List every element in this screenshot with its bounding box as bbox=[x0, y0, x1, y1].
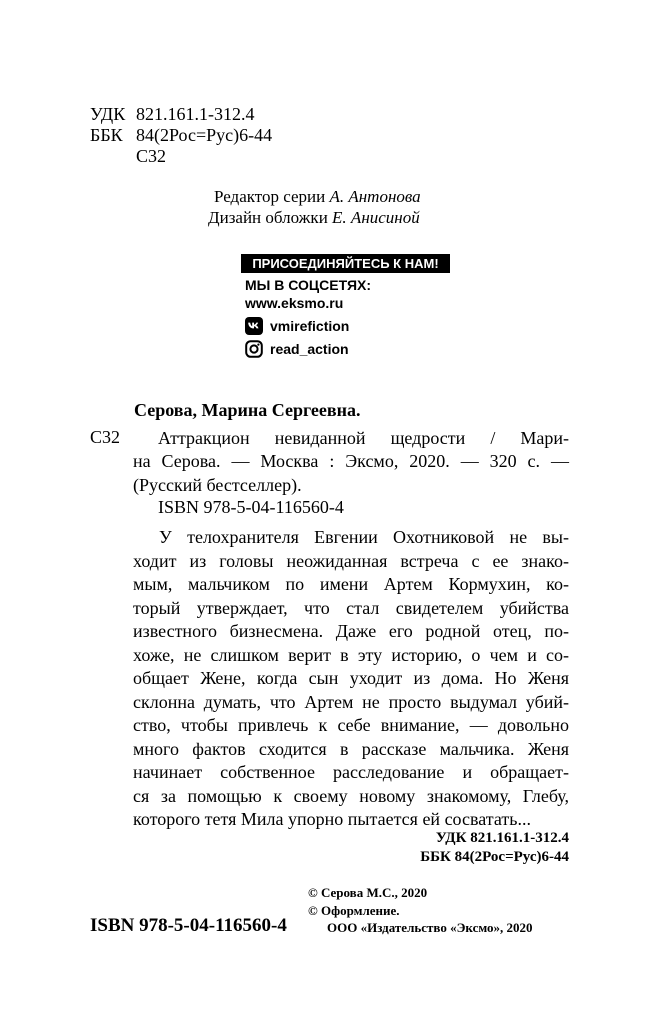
series-editor-name: А. Антонова bbox=[329, 187, 421, 206]
catalog-title-line: Аттракцион невиданной щедрости / Мари- bbox=[158, 428, 569, 448]
cover-design-name: Е. Анисиной bbox=[332, 208, 420, 227]
cover-design-credit bbox=[208, 208, 420, 228]
catalog-title-line: на Серова. — Москва : Эксмо, 2020. — 320 с. — bbox=[133, 451, 569, 471]
catalog-title-cont bbox=[133, 450, 569, 497]
footer-udk: УДК 821.161.1-312.4 bbox=[435, 830, 569, 846]
series-editor-label: Редактор серии bbox=[214, 187, 326, 206]
annotation-line: много фактов сходится в рассказе мальчика. Женя bbox=[133, 738, 569, 759]
annotation-line: мым, мальчиком по имени Артем Кормухин, ко- bbox=[133, 574, 569, 594]
join-us-banner: ПРИСОЕДИНЯЙТЕСЬ К НАМ! bbox=[241, 254, 450, 273]
website-link[interactable]: www.eksmo.ru bbox=[245, 295, 344, 311]
udk-value: 821.161.1-312.4 bbox=[136, 104, 255, 124]
annotation-paragraph bbox=[133, 526, 569, 832]
instagram-row[interactable] bbox=[245, 340, 349, 358]
catalog-isbn: ISBN 978-5-04-116560-4 bbox=[158, 497, 344, 517]
annotation-line: начинает собственное расследование и обращает- bbox=[133, 762, 569, 782]
bbk-value: 84(2Рос=Рус)6-44 bbox=[136, 125, 273, 145]
copyright-author: © Серова М.С., 2020 bbox=[308, 885, 428, 900]
instagram-icon bbox=[245, 340, 263, 358]
catalog-mark: С32 bbox=[90, 427, 121, 447]
vk-row[interactable] bbox=[245, 317, 350, 335]
annotation-line: У телохранителя Евгении Охотниковой не вы- bbox=[159, 527, 569, 547]
footer-bbk: ББК 84(2Рос=Рус)6-44 bbox=[420, 849, 569, 865]
annotation-line: которого тетя Мила упорно пытается ей сосватать... bbox=[133, 809, 531, 829]
author-mark: С32 bbox=[136, 146, 167, 166]
bbk-label: ББК bbox=[90, 125, 123, 145]
annotation-line: ство, чтобы привлечь к себе внимание, — довольно bbox=[133, 715, 569, 735]
catalog-title-line: (Русский бестселлер). bbox=[133, 474, 302, 495]
annotation-line: торый утверждает, что стал свидетелем убийства bbox=[133, 597, 569, 618]
annotation-line: ходит из головы неожиданная встреча с ее знако- bbox=[133, 550, 569, 571]
social-heading: МЫ В СОЦСЕТЯХ: bbox=[245, 277, 372, 293]
vk-icon bbox=[245, 317, 263, 335]
annotation-line: известного бизнесмена. Даже его родной отец, по- bbox=[133, 621, 569, 641]
author-heading: Серова, Марина Сергеевна. bbox=[134, 400, 361, 420]
cover-design-label: Дизайн обложки bbox=[208, 208, 328, 227]
series-editor-credit bbox=[214, 187, 421, 207]
instagram-handle: read_action bbox=[270, 341, 349, 357]
vk-handle: vmirefiction bbox=[270, 318, 350, 334]
udk-label: УДК bbox=[90, 104, 126, 124]
catalog-title bbox=[158, 427, 569, 451]
annotation-line: хоже, не слишком верит в эту историю, о чем и со- bbox=[133, 644, 569, 665]
copyright-design: © Оформление. bbox=[308, 903, 400, 918]
copyright-publisher: ООО «Издательство «Эксмо», 2020 bbox=[327, 920, 533, 935]
annotation-line: склонна думать, что Артем не просто выдумал убий- bbox=[133, 691, 569, 712]
annotation-line: ся за помощью к своему новому знакомому, Глебу, bbox=[133, 785, 569, 806]
annotation-line: общает Жене, когда сын уходит из дома. Но Женя bbox=[133, 668, 569, 688]
footer-isbn: ISBN 978-5-04-116560-4 bbox=[90, 915, 287, 936]
